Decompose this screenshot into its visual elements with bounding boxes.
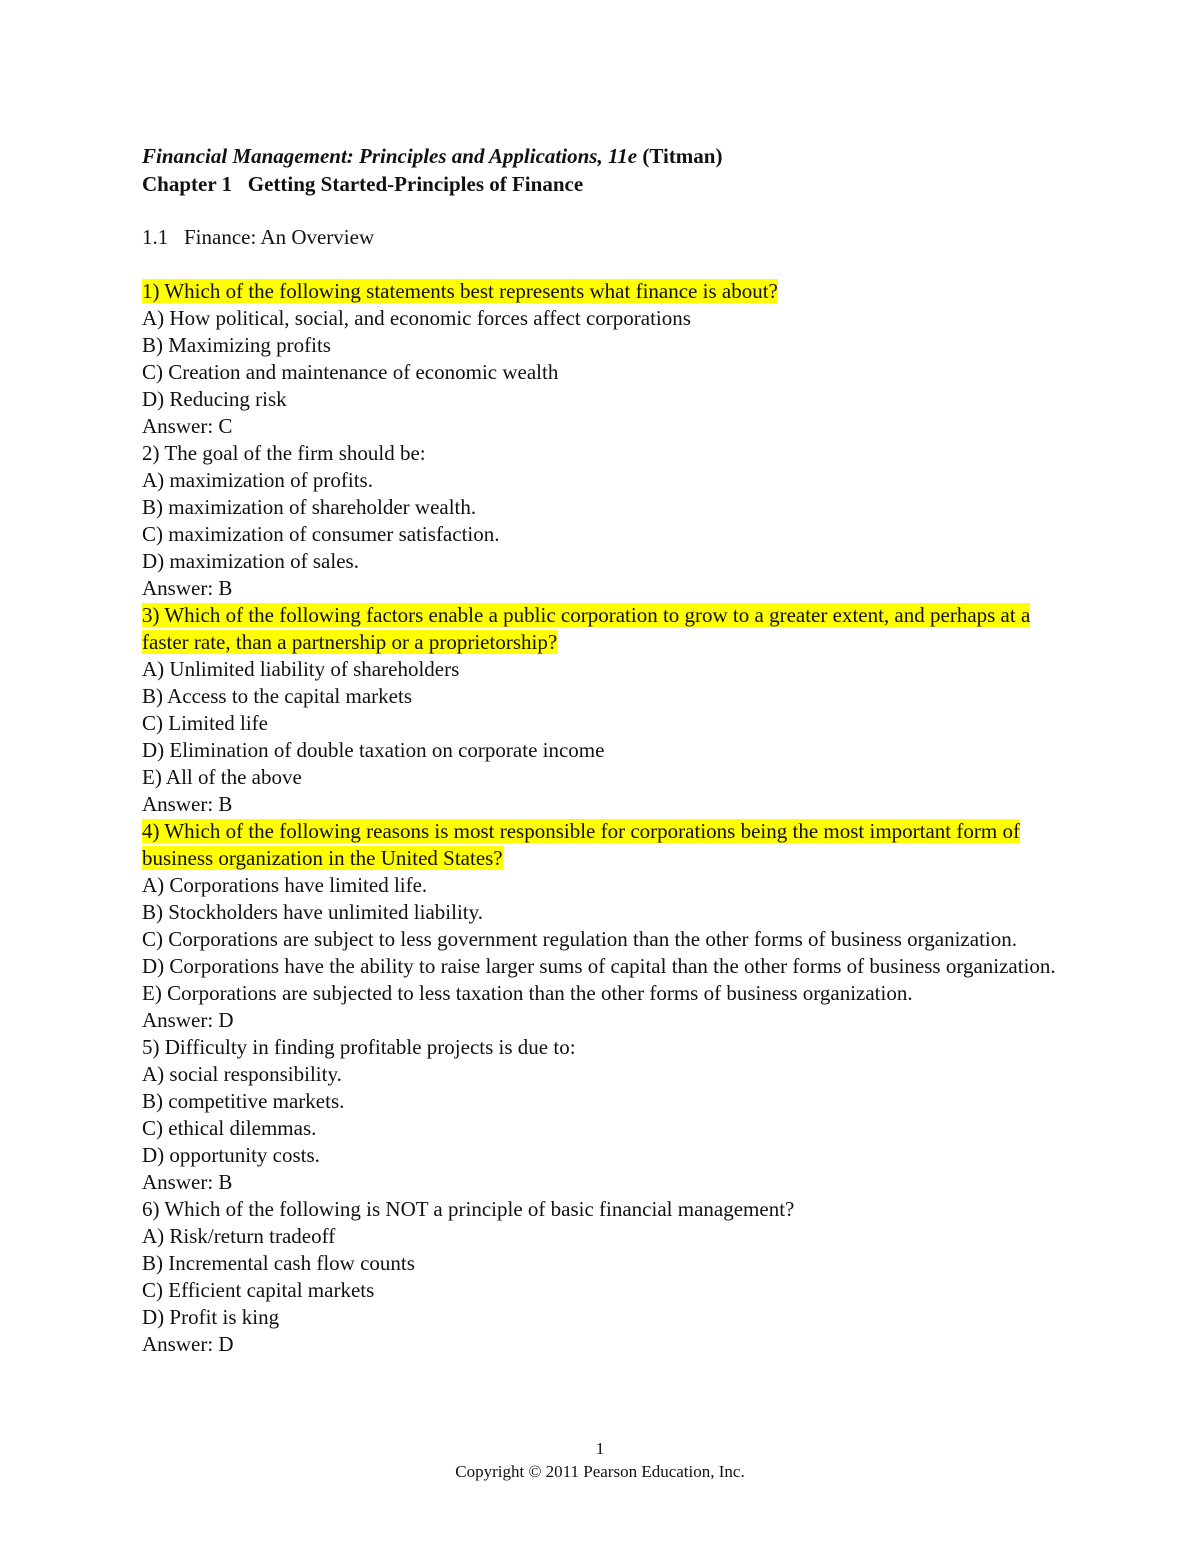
book-author: (Titman)	[642, 144, 723, 168]
page-content	[142, 142, 1072, 1358]
answer-option: A) maximization of profits.	[142, 468, 373, 492]
page-number: 1	[595, 1439, 605, 1458]
answer-option: C) Limited life	[142, 711, 268, 735]
book-title	[142, 142, 1072, 170]
question-stem-text: 4) Which of the following reasons is most responsible for corporations being the most important form of business organization in the United States?	[142, 819, 1020, 870]
answer-option: A) How political, social, and economic forces affect corporations	[142, 306, 691, 330]
answer-key: Answer: C	[142, 414, 233, 438]
answer-option: B) competitive markets.	[142, 1089, 345, 1113]
answer-option: D) Profit is king	[142, 1305, 280, 1329]
answer-option: D) maximization of sales.	[142, 549, 359, 573]
answer-option: B) Incremental cash flow counts	[142, 1251, 415, 1275]
question-4	[142, 818, 1072, 1034]
question-6	[142, 1196, 1072, 1358]
section-heading: 1.1 Finance: An Overview	[142, 225, 375, 249]
question-list	[142, 278, 1072, 1358]
answer-option: A) Risk/return tradeoff	[142, 1224, 336, 1248]
copyright-notice: Copyright © 2011 Pearson Education, Inc.	[455, 1462, 745, 1481]
answer-option: D) opportunity costs.	[142, 1143, 320, 1167]
question-stem	[142, 278, 1072, 305]
answer-option: E) All of the above	[142, 765, 302, 789]
answer-option: B) maximization of shareholder wealth.	[142, 495, 477, 519]
answer-option: C) Efficient capital markets	[142, 1278, 375, 1302]
question-stem	[142, 1034, 1072, 1061]
answer-option: C) ethical dilemmas.	[142, 1116, 317, 1140]
question-1	[142, 278, 1072, 440]
book-title-italic: Financial Management: Principles and Applications, 11e	[142, 144, 638, 168]
question-5	[142, 1034, 1072, 1196]
question-stem	[142, 602, 1072, 656]
answer-key: Answer: B	[142, 576, 233, 600]
answer-option: D) Elimination of double taxation on corporate income	[142, 738, 605, 762]
answer-key: Answer: B	[142, 792, 233, 816]
question-stem	[142, 818, 1072, 872]
question-stem-text: 6) Which of the following is NOT a principle of basic financial management?	[142, 1197, 795, 1221]
answer-option: E) Corporations are subjected to less taxation than the other forms of business organization.	[142, 981, 913, 1005]
answer-option: C) Corporations are subject to less government regulation than the other forms of business organization.	[142, 927, 1017, 951]
answer-option: A) social responsibility.	[142, 1062, 342, 1086]
answer-option: A) Unlimited liability of shareholders	[142, 657, 460, 681]
question-stem	[142, 440, 1072, 467]
answer-option: C) maximization of consumer satisfaction.	[142, 522, 500, 546]
answer-option: A) Corporations have limited life.	[142, 873, 428, 897]
answer-option: B) Access to the capital markets	[142, 684, 412, 708]
question-stem	[142, 1196, 1072, 1223]
chapter-title: Chapter 1 Getting Started-Principles of Finance	[142, 172, 584, 196]
answer-option: D) Reducing risk	[142, 387, 287, 411]
question-stem-text: 1) Which of the following statements best represents what finance is about?	[142, 279, 778, 303]
question-stem-text: 2) The goal of the firm should be:	[142, 441, 426, 465]
answer-key: Answer: B	[142, 1170, 233, 1194]
answer-option: B) Stockholders have unlimited liability.	[142, 900, 484, 924]
question-stem-text: 5) Difficulty in finding profitable projects is due to:	[142, 1035, 576, 1059]
question-2	[142, 440, 1072, 602]
question-3	[142, 602, 1072, 818]
answer-option: C) Creation and maintenance of economic wealth	[142, 360, 559, 384]
answer-option: D) Corporations have the ability to raise larger sums of capital than the other forms of business organization.	[142, 954, 1056, 978]
answer-key: Answer: D	[142, 1008, 234, 1032]
answer-option: B) Maximizing profits	[142, 333, 331, 357]
question-stem-text: 3) Which of the following factors enable a public corporation to grow to a greater extent, and perhaps at a faster rate, than a partnership or a proprietorship?	[142, 603, 1031, 654]
answer-key: Answer: D	[142, 1332, 234, 1356]
